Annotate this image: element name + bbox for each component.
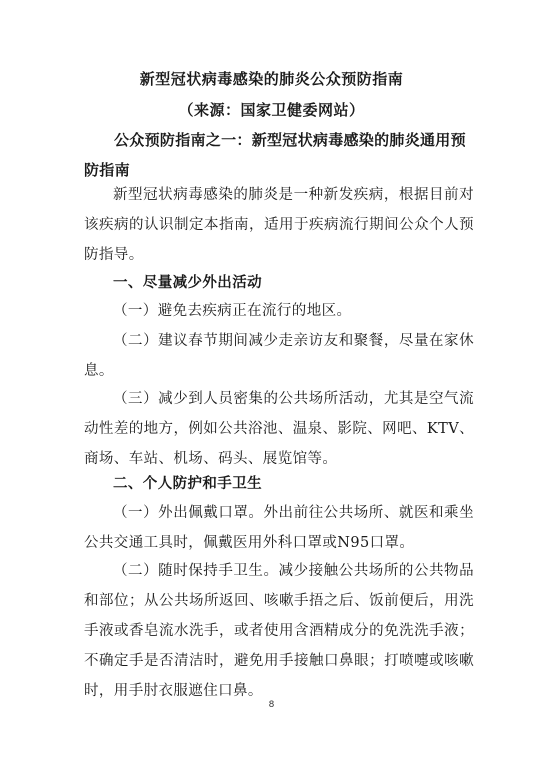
document-title: 新型冠状病毒感染的肺炎公众预防指南 <box>139 70 404 88</box>
section-heading-1: 一、尽量减少外出活动 <box>113 275 262 291</box>
document-source: （来源：国家卫健委网站） <box>178 101 365 119</box>
section-1-item-2: （二）建议春节期间减少走亲访友和聚餐，尽量在家休息。 <box>84 333 474 379</box>
document-subtitle: 公众预防指南之一：新型冠状病毒感染的肺炎通用预防指南 <box>84 131 466 179</box>
section-2-item-2: （二）随时保持手卫生。减少接触公共场所的公共物品和部位；从公共场所返回、咳嗽手捂之后、饭前便后，用洗手液或香皂流水洗手，或者使用含酒精成分的免洗洗手液；不确定手是否清洁时，避免用手接触口鼻眼；打喷嚏或咳嗽时，用手肘衣服遮住口鼻。 <box>84 563 474 699</box>
section-2-item-1: （一）外出佩戴口罩。外出前往公共场所、就医和乘坐公共交通工具时，佩戴医用外科口罩或N95口罩。 <box>84 505 474 551</box>
page-number: 8 <box>268 700 275 710</box>
section-1-item-1: （一）避免去疾病正在流行的地区。 <box>113 303 352 319</box>
section-heading-2: 二、个人防护和手卫生 <box>113 476 262 492</box>
intro-paragraph: 新型冠状病毒感染的肺炎是一种新发疾病，根据目前对该疾病的认识制定本指南，适用于疾病流行期间公众个人预防指导。 <box>84 187 474 263</box>
section-1-item-3: （三）减少到人员密集的公共场所活动，尤其是空气流动性差的地方，例如公共浴池、温泉、影院、网吧、KTV、商场、车站、机场、码头、展览馆等。 <box>84 391 474 467</box>
